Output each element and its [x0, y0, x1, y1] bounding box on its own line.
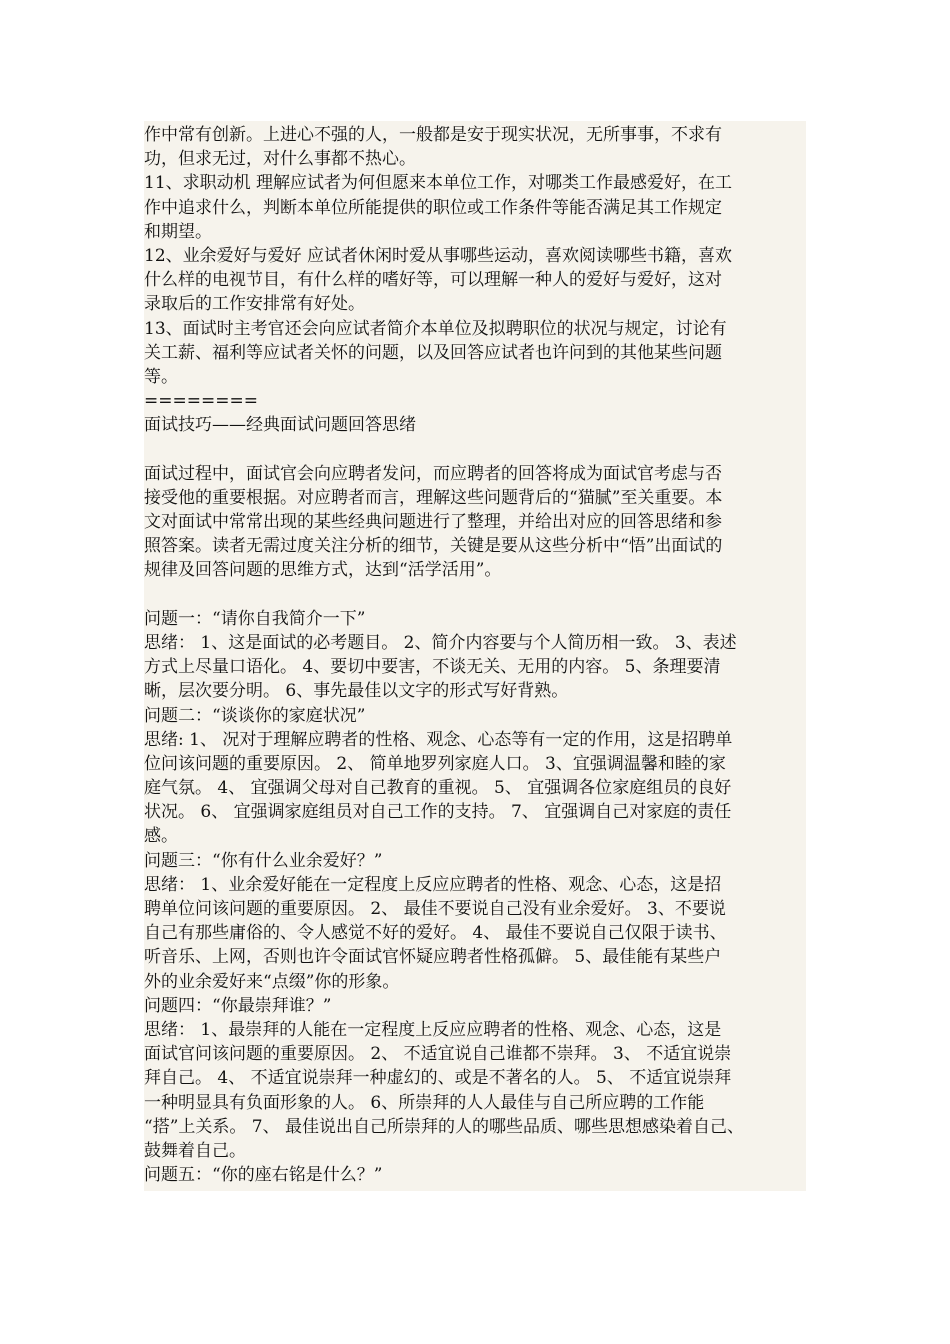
text-line: 作中常有创新。上进心不强的人，一般都是安于现实状况，无所事事，不求有 — [144, 125, 722, 145]
text-line: 规律及回答问题的思维方式，达到“活学活用”。 — [144, 560, 502, 581]
text-line: 录取后的工作安排常有好处。 — [144, 294, 365, 315]
text-line — [144, 437, 806, 461]
text-line: 听音乐、上网，否则也许令面试官怀疑应聘者性格孤僻。 5、最佳能有某些户 — [144, 947, 722, 968]
text-line: 面试技巧——经典面试问题回答思绪 — [144, 415, 416, 436]
text-line: 思绪: 1、 况对于理解应聘者的性格、观念、心态等有一定的作用，这是招聘单 — [144, 729, 733, 750]
text-line: 方式上尽量口语化。 4、要切中要害，不谈无关、无用的内容。 5、条理要清 — [144, 657, 721, 678]
text-line: 功，但求无过，对什么事都不热心。 — [144, 149, 416, 170]
text-line: 思绪： 1、业余爱好能在一定程度上反应应聘者的性格、观念、心态，这是招 — [144, 874, 722, 895]
document-body — [144, 121, 806, 1191]
text-line: 面试官问该问题的重要原因。 2、 不适宜说自己谁都不崇拜。 3、 不适宜说崇 — [144, 1044, 732, 1065]
text-line: 状况。 6、 宜强调家庭组员对自己工作的支持。 7、 宜强调自己对家庭的责任 — [144, 802, 732, 823]
text-lines — [144, 123, 806, 1187]
text-line: 问题四：“你最崇拜谁？” — [144, 995, 332, 1016]
text-line: 什么样的电视节目，有什么样的嗜好等，可以理解一种人的爱好与爱好，这对 — [144, 270, 722, 291]
text-line: 外的业余爱好来“点缀”你的形象。 — [144, 971, 400, 992]
text-line: 聘单位问该问题的重要原因。 2、 最佳不要说自己没有业余爱好。 3、不要说 — [144, 899, 726, 919]
text-line: 问题一：“请你自我简介一下” — [144, 608, 366, 629]
text-line: 接受他的重要根据。对应聘者而言，理解这些问题背后的“猫腻”至关重要。本 — [144, 487, 723, 508]
text-line: 问题二：“谈谈你的家庭状况” — [144, 705, 366, 726]
text-line: 位问该问题的重要原因。 2、 简单地罗列家庭人口。 3、宜强调温馨和睦的家 — [144, 753, 726, 774]
text-line: 作中追求什么，判断本单位所能提供的职位或工作条件等能否满足其工作规定 — [144, 197, 722, 218]
text-line: 12、业余爱好与爱好 应试者休闲时爱从事哪些运动，喜欢阅读哪些书籍，喜欢 — [144, 245, 733, 266]
text-line: 文对面试中常常出现的某些经典问题进行了整理，并给出对应的回答思绪和参 — [144, 512, 722, 532]
text-line: 11、求职动机 理解应试者为何但愿来本单位工作，对哪类工作最感爱好，在工 — [144, 173, 733, 194]
text-line — [144, 583, 806, 607]
text-line: 庭气氛。 4、 宜强调父母对自己教育的重视。 5、 宜强调各位家庭组员的良好 — [144, 778, 732, 799]
text-line: 拜自己。 4、 不适宜说崇拜一种虚幻的、或是不著名的人。 5、 不适宜说崇拜 — [144, 1068, 732, 1089]
text-line: ======== — [144, 391, 258, 412]
text-line: 一种明显具有负面形象的人。 6、所崇拜的人人最佳与自己所应聘的工作能 — [144, 1092, 705, 1113]
text-line: 面试过程中，面试官会向应聘者发问，而应聘者的回答将成为面试官考虑与否 — [144, 463, 722, 484]
text-line: 13、面试时主考官还会向应试者简介本单位及拟聘职位的状况与规定，讨论有 — [144, 318, 727, 339]
text-line: 关工薪、福利等应试者关怀的问题，以及回答应试者也许问到的其他某些问题 — [144, 342, 722, 363]
text-line: 自己有那些庸俗的、令人感觉不好的爱好。 4、 最佳不要说自己仅限于读书、 — [144, 923, 727, 944]
text-line: 照答案。读者无需过度关注分析的细节，关键是要从这些分析中“悟”出面试的 — [144, 536, 723, 557]
text-line: 和期望。 — [144, 221, 212, 242]
text-line: 感。 — [144, 826, 178, 847]
text-line: 问题五：“你的座右铭是什么？” — [144, 1165, 383, 1186]
text-line: 等。 — [144, 366, 178, 387]
text-line: 思绪： 1、这是面试的必考题目。 2、简介内容要与个人简历相一致。 3、表述 — [144, 632, 737, 653]
text-line: “搭”上关系。 7、 最佳说出自己所崇拜的人的哪些品质、哪些思想感染着自己、 — [144, 1116, 745, 1137]
text-line: 问题三：“你有什么业余爱好？” — [144, 850, 383, 871]
text-line: 思绪： 1、最崇拜的人能在一定程度上反应应聘者的性格、观念、心态，这是 — [144, 1019, 722, 1040]
text-line: 鼓舞着自己。 — [144, 1140, 246, 1161]
text-line: 晰，层次要分明。 6、事先最佳以文字的形式写好背熟。 — [144, 681, 569, 702]
